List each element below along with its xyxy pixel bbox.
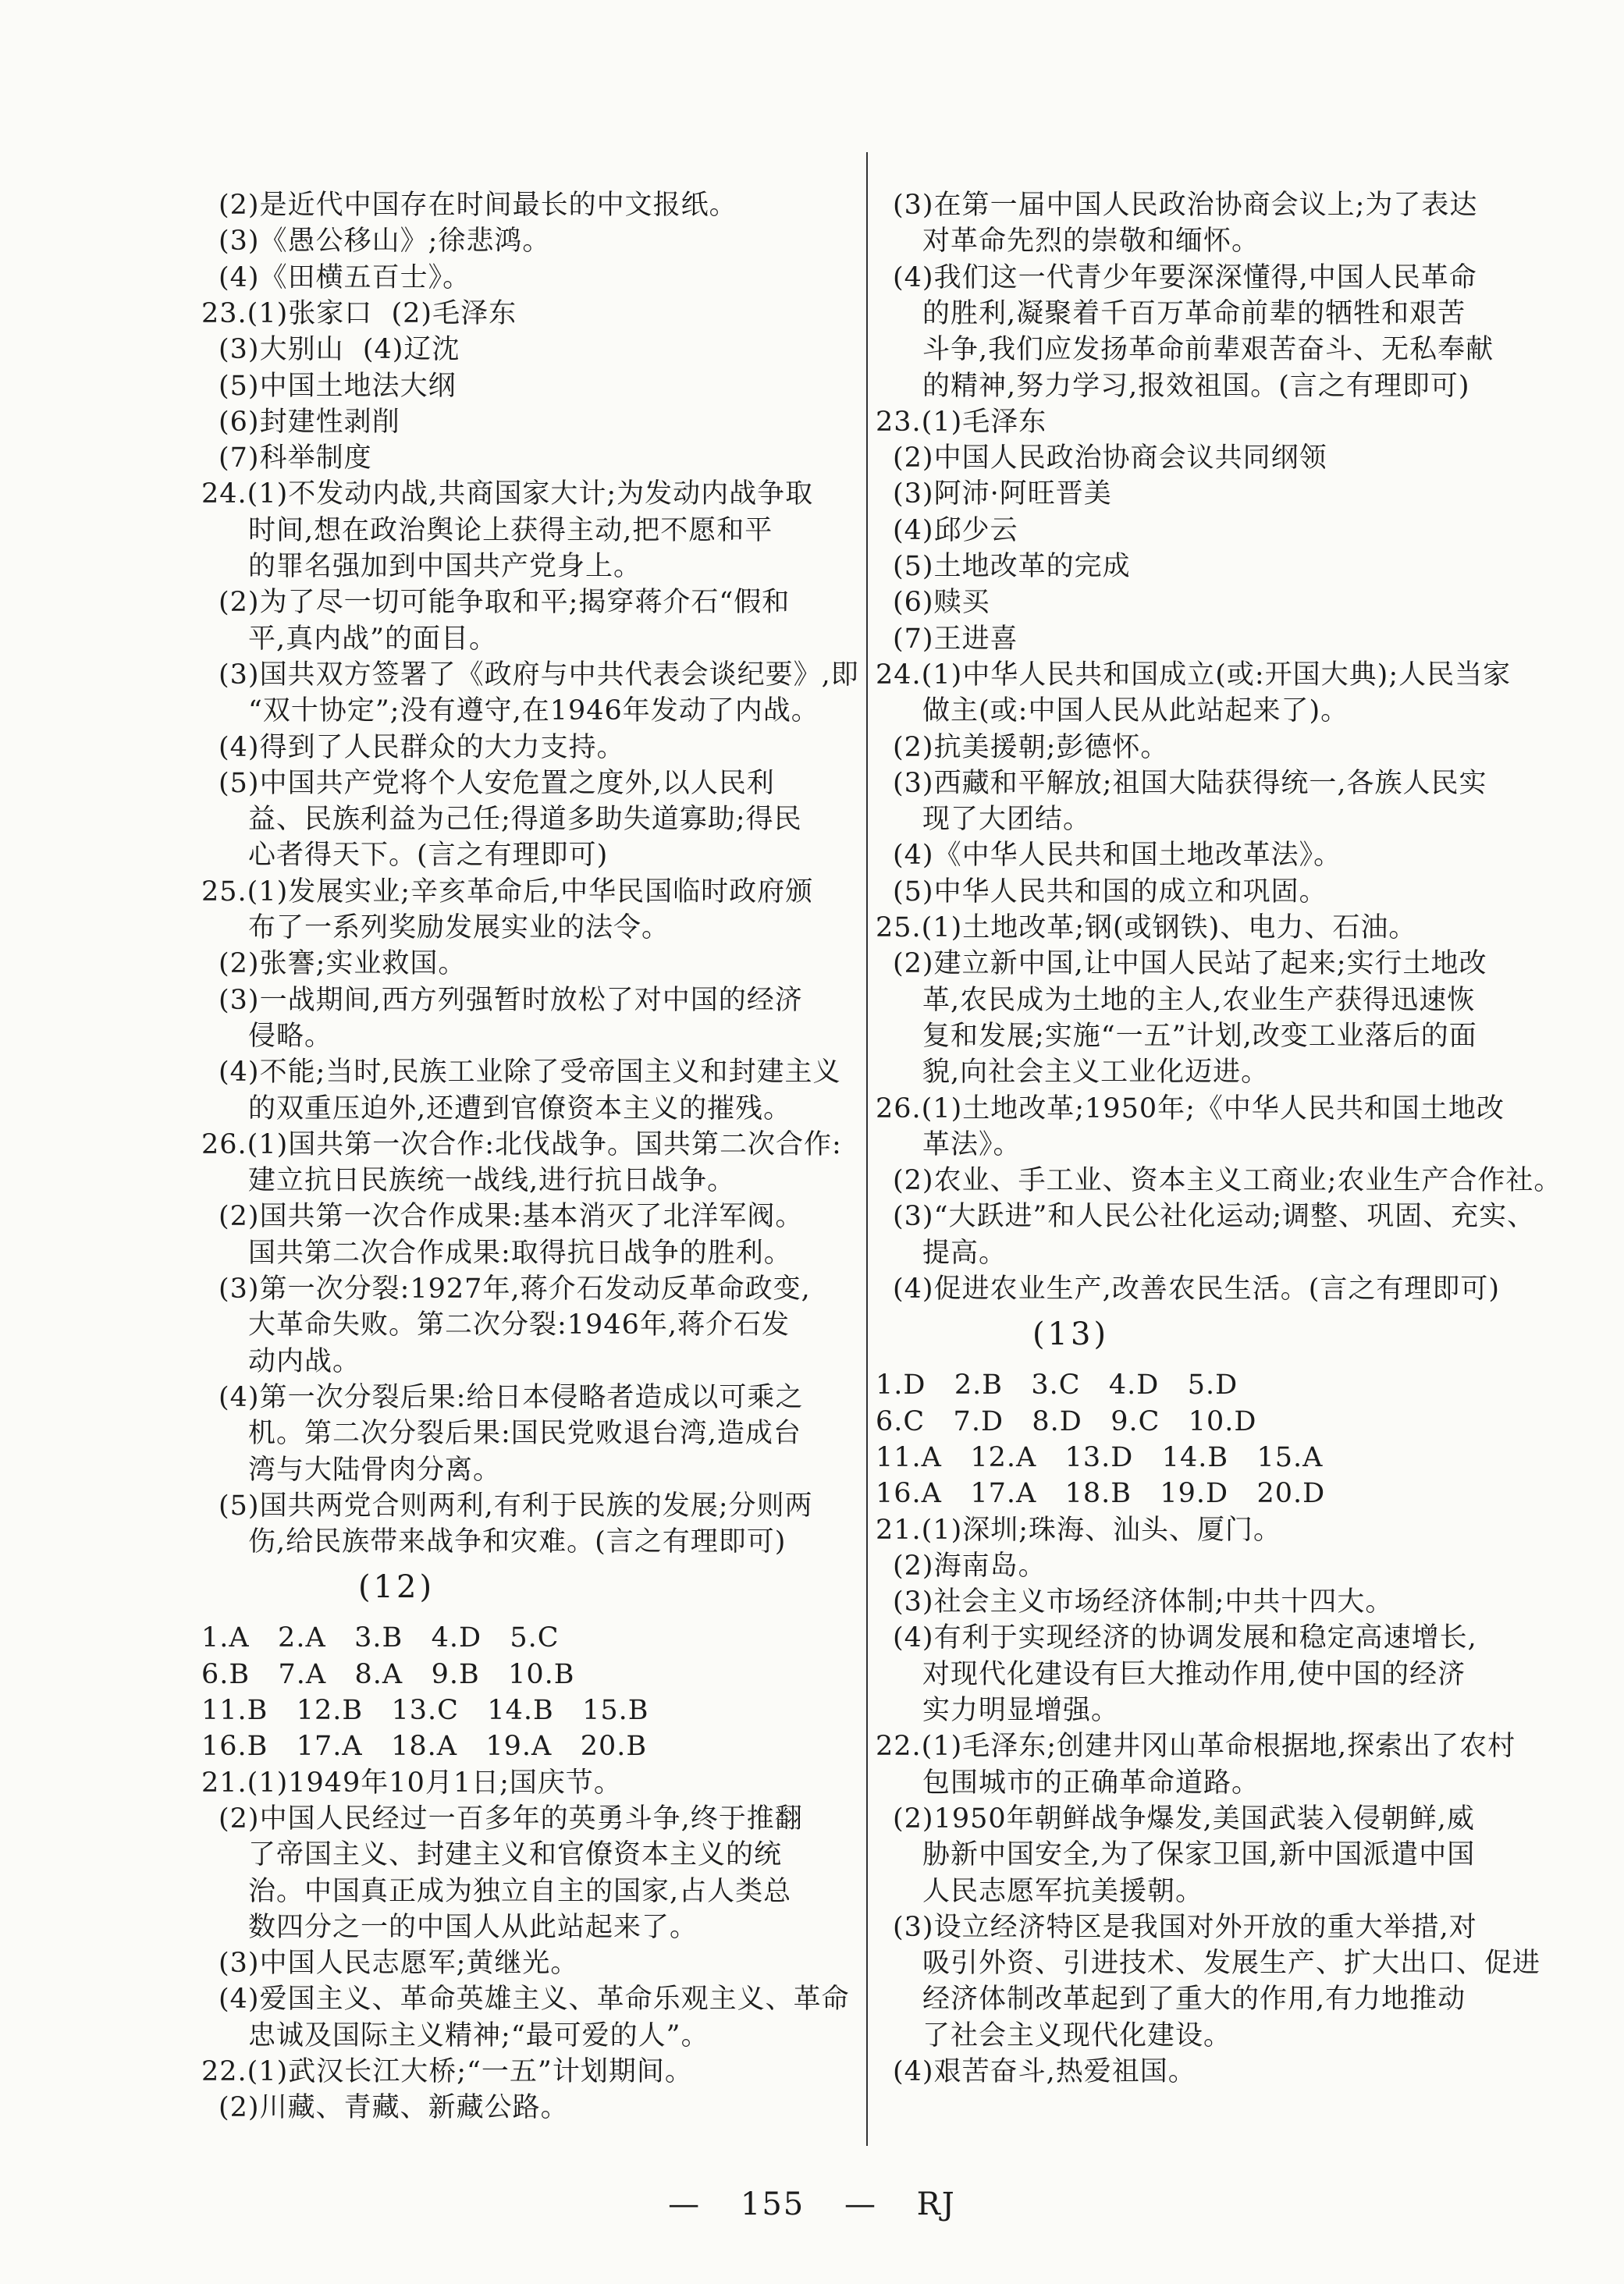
page-footer [0,2186,1624,2222]
answer-line: (4)促进农业生产,改善农民生活。(言之有理即可) [893,1273,1501,1305]
answer-line: (3)设立经济特区是我国对外开放的重大举措,对 [893,1911,1477,1943]
answer-line: 时间,想在政治舆论上获得主动,把不愿和平 [248,514,773,546]
answer-line: 22.(1)毛泽东;创建井冈山革命根据地,探索出了农村 [876,1731,1516,1763]
answer-line: (4)《中华人民共和国土地改革法》。 [893,840,1342,872]
answer-line: (7)科举制度 [219,442,372,474]
answer-line: (2)抗美援朝;彭德怀。 [893,731,1169,763]
answer-line: (4)第一次分裂后果:给日本侵略者造成以可乘之 [219,1381,804,1413]
answer-line: (3)《愚公移山》;徐悲鸿。 [219,226,551,258]
answer-line: (2)农业、手工业、资本主义工商业;农业生产合作社。 [893,1165,1562,1197]
answer-line: 伤,给民族带来战争和灾难。(言之有理即可) [248,1526,787,1558]
answer-line: 6.B 7.A 8.A 9.B 10.B [201,1658,575,1690]
footer-dash-left: — [668,2186,702,2222]
answer-line: 21.(1)深圳;珠海、汕头、厦门。 [876,1514,1282,1546]
section-heading: (13) [1032,1316,1110,1353]
answer-line: 做主(或:中国人民从此站起来了)。 [922,695,1349,727]
column-divider [866,152,868,2146]
page-number: 155 [740,2186,805,2222]
answer-line: (4)《田横五百士》。 [219,261,471,293]
answer-line: (2)张謇;实业救国。 [219,948,467,980]
answer-line: (4)不能;当时,民族工业除了受帝国主义和封建主义 [219,1057,841,1089]
answer-line: 革,农民成为土地的主人,农业生产获得迅速恢 [922,984,1476,1016]
answer-line: (3)在第一届中国人民政治协商会议上;为了表达 [893,190,1478,221]
answer-line: 忠诚及国际主义精神;“最可爱的人”。 [248,2019,709,2051]
answer-line: (5)中国土地法大纲 [219,370,457,402]
answer-line: (3)西藏和平解放;祖国大陆获得统一,各族人民实 [893,767,1487,799]
answer-line: 的双重压迫外,还遭到官僚资本主义的摧残。 [248,1092,792,1124]
answer-line: 11.B 12.B 13.C 14.B 15.B [201,1695,649,1726]
answer-line: 吸引外资、引进技术、发展生产、扩大出口、促进 [922,1948,1541,1980]
answer-line: (6)赎买 [893,587,990,619]
answer-line: 16.A 17.A 18.B 19.D 20.D [876,1478,1326,1510]
answer-line: 的精神,努力学习,报效祖国。(言之有理即可) [922,370,1470,402]
answer-line: (5)中华人民共和国的成立和巩固。 [893,876,1327,908]
answer-line: 心者得天下。(言之有理即可) [248,840,609,872]
answer-line: 湾与大陆骨肉分离。 [248,1454,502,1486]
answer-line: 经济体制改革起到了重大的作用,有力地推动 [922,1984,1466,2016]
answer-line: (2)中国人民经过一百多年的英勇斗争,终于推翻 [219,1803,803,1835]
answer-line: 平,真内战”的面目。 [248,623,498,655]
answer-line: 机。第二次分裂后果:国民党败退台湾,造成台 [248,1418,801,1450]
answer-line: 人民志愿军抗美援朝。 [922,1875,1204,1907]
answer-line: 大革命失败。第二次分裂:1946年,蒋介石发 [248,1309,790,1341]
answer-line: (2)建立新中国,让中国人民站了起来;实行土地改 [893,948,1487,980]
answer-line: (2)海南岛。 [893,1550,1047,1582]
answer-line: 治。中国真正成为独立自主的国家,占人类总 [248,1875,792,1907]
section-heading: (12) [357,1569,435,1606]
answer-line: (4)邱少云 [893,514,1018,546]
answer-line: 1.D 2.B 3.C 4.D 5.D [876,1369,1238,1401]
answer-line: (2)中国人民政治协商会议共同纲领 [893,442,1327,474]
answer-line: (4)爱国主义、革命英雄主义、革命乐观主义、革命 [219,1984,850,2016]
answer-line: 布了一系列奖励发展实业的法令。 [248,912,670,943]
answer-line: (3)第一次分裂:1927年,蒋介石发动反革命政变, [219,1273,811,1305]
answer-line: 貌,向社会主义工业化迈进。 [922,1057,1270,1089]
answer-line: 提高。 [922,1237,1007,1269]
answer-line: (3)一战期间,西方列强暂时放松了对中国的经济 [219,984,803,1016]
answer-line: 16.B 17.A 18.A 19.A 20.B [201,1731,648,1763]
answer-line: 动内战。 [248,1345,361,1377]
answer-line: (4)我们这一代青少年要深深懂得,中国人民革命 [893,261,1477,293]
answer-line: (3)中国人民志愿军;黄继光。 [219,1948,579,1980]
answer-line: (4)得到了人民群众的大力支持。 [219,731,625,763]
answer-line: 26.(1)国共第一次合作:北伐战争。国共第二次合作: [201,1128,842,1160]
answer-line: 6.C 7.D 8.D 9.C 10.D [876,1405,1257,1437]
answer-line: 25.(1)土地改革;钢(或钢铁)、电力、石油。 [876,912,1417,943]
answer-line: (6)封建性剥削 [219,406,400,438]
answer-line: (5)土地改革的完成 [893,551,1131,582]
answer-line: (5)国共两党合则两利,有利于民族的发展;分则两 [219,1490,813,1522]
answer-line: (3)国共双方签署了《政府与中共代表会谈纪要》,即 [219,659,859,691]
answer-line: 建立抗日民族统一战线,进行抗日战争。 [248,1165,736,1197]
answer-line: 侵略。 [248,1020,333,1052]
answer-line: 的胜利,凝聚着千百万革命前辈的牺牲和艰苦 [922,297,1466,329]
answer-line: 26.(1)土地改革;1950年;《中华人民共和国土地改 [876,1092,1505,1124]
answer-line: 23.(1)张家口 (2)毛泽东 [201,297,517,329]
answer-line: (3)“大跃进”和人民公社化运动;调整、巩固、充实、 [893,1201,1536,1233]
answer-line: 国共第二次合作成果:取得抗日战争的胜利。 [248,1237,792,1269]
answer-line: 胁新中国安全,为了保家卫国,新中国派遣中国 [922,1839,1476,1871]
answer-line: (4)有利于实现经济的协调发展和稳定高速增长, [893,1622,1477,1654]
answer-line: (2)1950年朝鲜战争爆发,美国武装入侵朝鲜,威 [893,1803,1475,1835]
answer-line: (5)中国共产党将个人安危置之度外,以人民利 [219,767,775,799]
answer-line: 22.(1)武汉长江大桥;“一五”计划期间。 [201,2056,693,2087]
answer-line: 斗争,我们应发扬革命前辈艰苦奋斗、无私奉献 [922,334,1494,366]
answer-line: (3)社会主义市场经济体制;中共十四大。 [893,1586,1394,1618]
answer-line: (2)川藏、青藏、新藏公路。 [219,2092,569,2124]
answer-line: (2)是近代中国存在时间最长的中文报纸。 [219,190,737,221]
answer-line: 益、民族利益为己任;得道多助失道寡助;得民 [248,804,802,836]
answer-line: 24.(1)不发动内战,共商国家大计;为发动内战争取 [201,478,814,510]
answer-line: 复和发展;实施“一五”计划,改变工业落后的面 [922,1020,1477,1052]
answer-line: 1.A 2.A 3.B 4.D 5.C [201,1622,560,1654]
answer-line: (4)艰苦奋斗,热爱祖国。 [893,2056,1196,2087]
answer-line: 了帝国主义、封建主义和官僚资本主义的统 [248,1839,783,1871]
answer-line: 实力明显增强。 [922,1695,1120,1726]
answer-line: 革法》。 [922,1128,1022,1160]
answer-line: 21.(1)1949年10月1日;国庆节。 [201,1767,622,1799]
answer-line: 24.(1)中华人民共和国成立(或:开国大典);人民当家 [876,659,1512,691]
answer-line: 对现代化建设有巨大推动作用,使中国的经济 [922,1658,1466,1690]
answer-line: 数四分之一的中国人从此站起来了。 [248,1911,698,1943]
answer-line: (2)为了尽一切可能争取和平;揭穿蒋介石“假和 [219,587,791,619]
answer-line: (3)阿沛·阿旺晋美 [893,478,1112,510]
answer-line: “双十协定”;没有遵守,在1946年发动了内战。 [248,695,819,727]
answer-line: 23.(1)毛泽东 [876,406,1047,438]
answer-line: 包围城市的正确革命道路。 [922,1767,1260,1799]
footer-dash-right: — [844,2186,877,2222]
edition-label: RJ [916,2186,956,2222]
answer-line: 对革命先烈的崇敬和缅怀。 [922,226,1260,258]
answer-line: (3)大别山 (4)辽沈 [219,334,460,366]
answer-line: 11.A 12.A 13.D 14.B 15.A [876,1441,1324,1473]
answer-line: 现了大团结。 [922,804,1092,836]
answer-line: 25.(1)发展实业;辛亥革命后,中华民国临时政府颁 [201,876,814,908]
answer-line: (2)国共第一次合作成果:基本消灭了北洋军阀。 [219,1201,804,1233]
answer-line: 的罪名强加到中国共产党身上。 [248,551,642,582]
answer-line: (7)王进喜 [893,623,1018,655]
answer-line: 了社会主义现代化建设。 [922,2019,1232,2051]
